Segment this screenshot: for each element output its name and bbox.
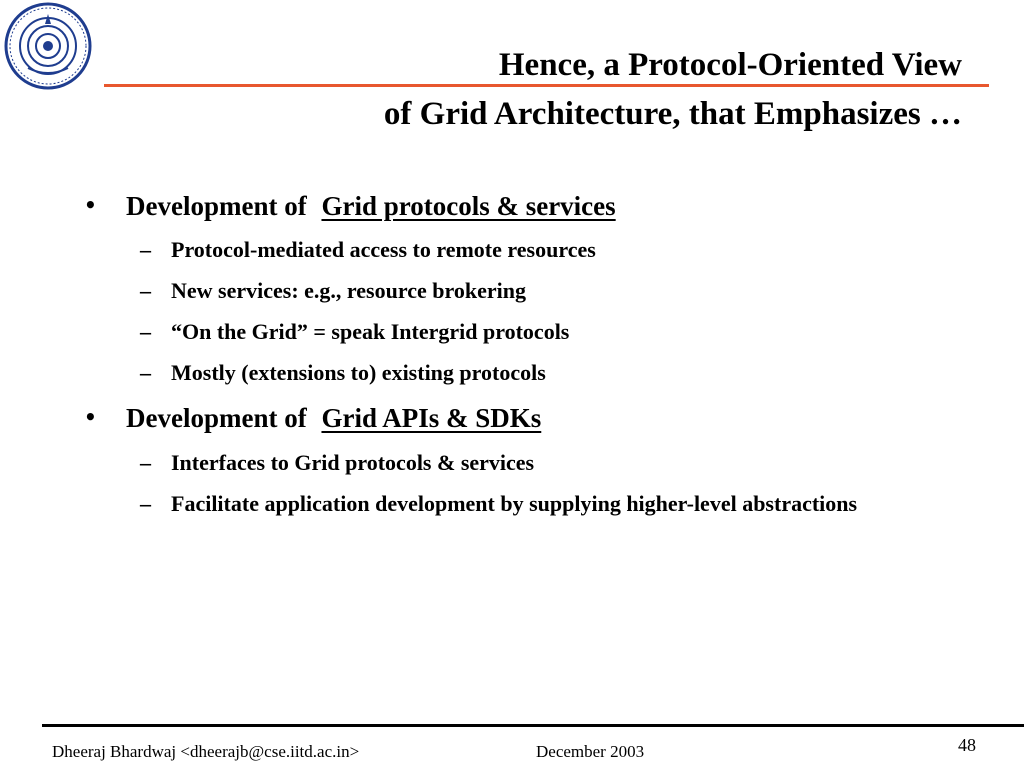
sub-item-text: New services: e.g., resource brokering: [171, 278, 526, 303]
sub-item: [140, 274, 920, 308]
iit-delhi-emblem-icon: [4, 2, 92, 90]
sub-item-dash: –: [140, 450, 151, 475]
footer-author: Dheeraj Bhardwaj <dheerajb@cse.iitd.ac.in>: [52, 742, 360, 761]
title-underline: [104, 84, 989, 87]
sub-item-text: Facilitate application development by supplying higher-level abstractions: [171, 491, 858, 516]
bullet-emphasis: Grid APIs & SDKs: [321, 403, 542, 433]
page-number: 48: [958, 735, 976, 755]
bullet-marker: •: [84, 193, 97, 217]
sub-item-text: “On the Grid” = speak Intergrid protocols: [171, 319, 570, 344]
sub-item: [140, 356, 920, 390]
sub-item: [140, 446, 920, 480]
footer-divider: [42, 724, 1024, 727]
institute-logo: [4, 2, 92, 90]
slide-title-line-2: of Grid Architecture, that Emphasizes …: [383, 96, 962, 132]
sub-item-text: Mostly (extensions to) existing protocols: [171, 360, 546, 385]
bullet-text: Development of: [126, 191, 314, 221]
bullet-marker: •: [84, 405, 97, 429]
bullet-emphasis: Grid protocols & services: [321, 191, 616, 221]
bullet-item: [84, 193, 616, 220]
bullet-text: Development of: [126, 403, 314, 433]
sub-item: [140, 315, 920, 349]
sub-item: [140, 487, 920, 521]
sub-item-dash: –: [140, 360, 151, 385]
bullet-item: [84, 405, 541, 432]
sub-item-text: Protocol-mediated access to remote resources: [171, 237, 596, 262]
sub-item-text: Interfaces to Grid protocols & services: [171, 450, 535, 475]
footer-date: December 2003: [536, 742, 645, 761]
sub-item-dash: –: [140, 278, 151, 303]
sub-item: [140, 233, 920, 267]
sub-item-dash: –: [140, 491, 151, 516]
sub-item-dash: –: [140, 319, 151, 344]
slide-title-line-1: Hence, a Protocol-Oriented View: [498, 47, 962, 83]
sub-item-dash: –: [140, 237, 151, 262]
